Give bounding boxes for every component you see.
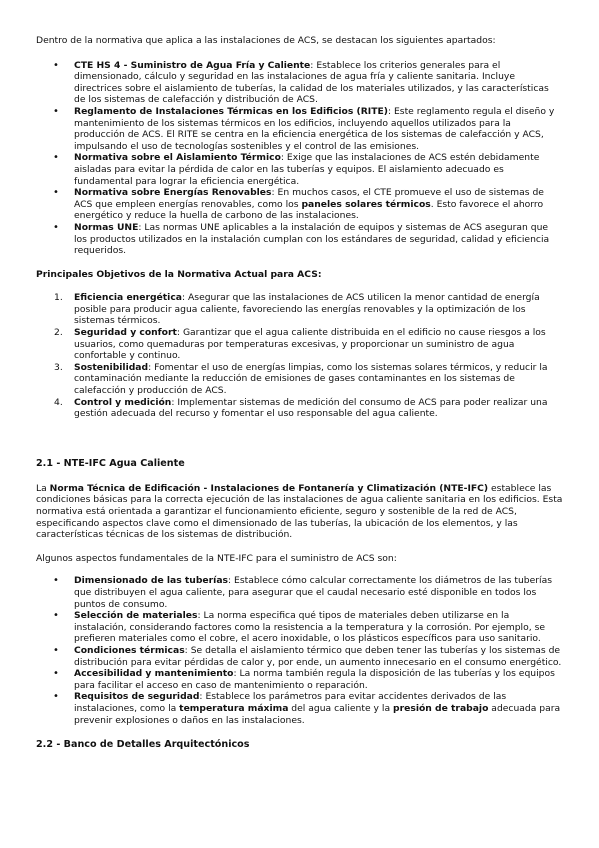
item-title: Accesibilidad y mantenimiento bbox=[74, 668, 234, 680]
objectives-heading: Principales Objetivos de la Normativa Actual para ACS: bbox=[36, 268, 322, 280]
list-item bbox=[53, 59, 563, 106]
bullet-icon: • bbox=[53, 187, 59, 199]
item-title: Eficiencia energética bbox=[74, 292, 182, 304]
item-number: 4. bbox=[54, 396, 63, 408]
section-paragraph bbox=[36, 483, 563, 541]
item-text: : Exige que las instalaciones de ACS estén debidamente aisladas para evitar la pérdida de calor en las tuberías y equipos. El aislamiento adecuado es fundamental para lograr la eficiencia energética. bbox=[74, 152, 540, 187]
paragraph-bold-text: Norma Técnica de Edificación - Instalaciones de Fontanería y Climatización (NTE-IFC) bbox=[49, 482, 489, 494]
paragraph-text: establece las condiciones básicas para la correcta ejecución de las instalaciones de agua caliente sanitaria en los edificios. Esta normativa está orientada a garantizar el funcionamiento eficiente, seguro y sostenible de la red de ACS, especificando aspectos clave como el dimensionado de las tuberías, la ubicación de los elementos, y las características técnicas de los sistemas de distribución. bbox=[36, 482, 563, 541]
item-title: Reglamento de Instalaciones Térmicas en los Edificios (RITE) bbox=[74, 105, 388, 117]
aspects-list bbox=[36, 575, 563, 726]
item-text: : Establece cómo calcular correctamente los diámetros de las tuberías que distribuyen el agua caliente, para asegurar que el caudal necesario esté disponible en todos los puntos de consumo. bbox=[74, 575, 553, 610]
item-text: : La norma especifica qué tipos de materiales deben utilizarse en la instalación, considerando factores como la resistencia a la temperatura y la corrosión. Por ejemplo, se prefieren materiales como el cobre, el acero inoxidable, o los plásticos específicos para uso sanitario. bbox=[74, 610, 546, 645]
item-title: Normativa sobre Energías Renovables bbox=[74, 187, 272, 199]
list-item bbox=[53, 105, 563, 152]
list-item bbox=[54, 292, 563, 327]
list-item bbox=[53, 152, 563, 187]
item-text: : Fomentar el uso de energías limpias, como los sistemas solares térmicos, y reducir la contaminación mediante la reducción de emisiones de gases contaminantes en los sistemas de calefacción y producción de ACS. bbox=[74, 361, 548, 397]
bullet-icon: • bbox=[53, 691, 59, 703]
list-item bbox=[53, 221, 563, 257]
list-item bbox=[53, 575, 563, 610]
norms-list bbox=[36, 60, 563, 257]
bullet-icon: • bbox=[53, 668, 59, 680]
item-text: : Establece los parámetros para evitar accidentes derivados de las instalaciones, como la bbox=[74, 691, 507, 714]
item-title: Control y medición bbox=[74, 396, 172, 408]
item-text: : Se detalla el aislamiento térmico que deben tener las tuberías y los sistemas de distribución para evitar pérdidas de calor y, por ende, un aumento innecesario en el consumo energético. bbox=[74, 644, 562, 668]
item-title: Condiciones térmicas bbox=[74, 644, 185, 656]
list-item bbox=[53, 187, 563, 222]
item-text: : Este reglamento regula el diseño y mantenimiento de los sistemas térmicos en los edificios, incluyendo aquellos utilizados para la producción de ACS. El RITE se centra en la eficiencia energética de los sistemas de calefacción y ACS, impulsando el uso de tecnologías sostenibles y el control de las emisiones. bbox=[74, 105, 555, 152]
item-text: : En muchos casos, el CTE promueve el uso de sistemas de ACS que empleen energías renovables, como los bbox=[74, 187, 544, 210]
section-heading: 2.1 - NTE-IFC Agua Caliente bbox=[36, 457, 185, 469]
item-title: CTE HS 4 - Suministro de Agua Fría y Caliente bbox=[74, 59, 311, 71]
item-text: . Esto favorece el ahorro energético y reduce la huella de carbono de las instalaciones. bbox=[74, 198, 544, 222]
item-title: Sostenibilidad bbox=[74, 361, 149, 373]
item-title: Dimensionado de las tuberías bbox=[74, 575, 228, 587]
item-text: : Asegurar que las instalaciones de ACS utilicen la menor cantidad de energía posible para producir agua caliente, favoreciendo las energías renovables y la optimización de los sistemas térmicos. bbox=[74, 292, 540, 327]
bullet-icon: • bbox=[53, 152, 59, 164]
item-bold-text: temperatura máxima bbox=[179, 702, 289, 714]
item-bold-text: paneles solares térmicos bbox=[301, 198, 431, 210]
item-text: del agua caliente y la bbox=[288, 702, 394, 714]
list-item bbox=[53, 610, 563, 645]
list-item bbox=[54, 361, 563, 397]
item-text: adecuada para prevenir explosiones o daños en las instalaciones. bbox=[74, 702, 561, 726]
list-item bbox=[54, 396, 563, 420]
item-text: : La norma también regula la disposición de las tuberías y los equipos para facilitar el acceso en caso de mantenimiento o reparación. bbox=[74, 668, 555, 691]
intro-paragraph: Dentro de la normativa que aplica a las instalaciones de ACS, se destacan los siguientes apartados: bbox=[36, 35, 496, 46]
item-text: : Las normas UNE aplicables a la instalación de equipos y sistemas de ACS aseguran que los productos utilizados en la instalación cumplan con los estándares de seguridad, calidad y eficiencia requeridos. bbox=[74, 221, 550, 257]
bullet-icon: • bbox=[53, 105, 59, 117]
item-title: Selección de materiales bbox=[74, 610, 198, 622]
item-number: 1. bbox=[54, 292, 63, 304]
objectives-list bbox=[36, 292, 563, 420]
item-title: Requisitos de seguridad bbox=[74, 691, 200, 703]
bullet-icon: • bbox=[53, 610, 59, 622]
item-title: Seguridad y confort bbox=[74, 327, 177, 339]
list-item bbox=[54, 327, 563, 362]
list-item bbox=[53, 668, 563, 691]
aspects-intro: Algunos aspectos fundamentales de la NTE-IFC para el suministro de ACS son: bbox=[36, 552, 397, 564]
bullet-icon: • bbox=[53, 644, 59, 656]
bullet-icon: • bbox=[53, 59, 59, 71]
item-text: : Establece los criterios generales para el dimensionado, cálculo y seguridad en las instalaciones de agua fría y caliente sanitaria. Incluye directrices sobre el aislamiento de tuberías, la calidad de los materiales utilizados, y las características de los sistemas de calefacción y distribución de ACS. bbox=[74, 59, 549, 106]
bullet-icon: • bbox=[53, 221, 59, 233]
item-number: 2. bbox=[54, 327, 63, 339]
item-title: Normativa sobre el Aislamiento Térmico bbox=[74, 152, 281, 164]
paragraph-text: La bbox=[36, 482, 50, 494]
item-number: 3. bbox=[54, 361, 63, 373]
item-text: : Garantizar que el agua caliente distribuida en el edificio no cause riesgos a los usuarios, como quemaduras por temperaturas excesivas, y proporcionar un suministro de agua confortable y continuo. bbox=[74, 327, 546, 362]
bullet-icon: • bbox=[53, 575, 59, 587]
list-item bbox=[53, 691, 563, 726]
list-item bbox=[53, 644, 563, 668]
item-bold-text: presión de trabajo bbox=[393, 702, 489, 714]
section-heading: 2.2 - Banco de Detalles Arquitectónicos bbox=[36, 739, 250, 751]
item-text: : Implementar sistemas de medición del consumo de ACS para poder realizar una gestión adecuada del recurso y fomentar el uso responsable del agua caliente. bbox=[74, 396, 548, 420]
item-title: Normas UNE bbox=[74, 221, 139, 233]
